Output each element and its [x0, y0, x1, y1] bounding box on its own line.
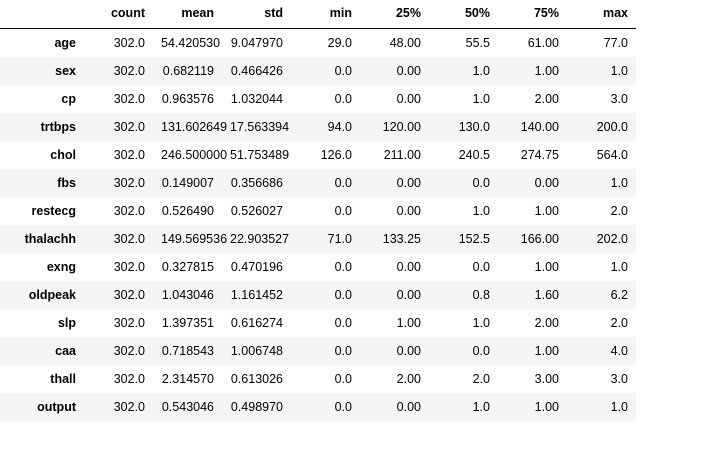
- cell-75pct: 1.00: [498, 197, 567, 225]
- cell-std: 0.616274: [222, 309, 291, 337]
- cell-max: 1.0: [567, 393, 636, 421]
- cell-max: 2.0: [567, 309, 636, 337]
- row-label: cp: [0, 85, 84, 113]
- table-row: [0, 113, 636, 141]
- cell-25pct: 0.00: [360, 57, 429, 85]
- cell-25pct: 0.00: [360, 253, 429, 281]
- table-row: [0, 393, 636, 421]
- cell-25pct: 0.00: [360, 393, 429, 421]
- cell-mean: 0.327815: [153, 253, 222, 281]
- cell-count: 302.0: [84, 225, 153, 253]
- cell-max: 4.0: [567, 337, 636, 365]
- cell-mean: 0.963576: [153, 85, 222, 113]
- row-label: slp: [0, 309, 84, 337]
- cell-25pct: 2.00: [360, 365, 429, 393]
- row-label: output: [0, 393, 84, 421]
- cell-count: 302.0: [84, 393, 153, 421]
- row-label: trtbps: [0, 113, 84, 141]
- cell-25pct: 0.00: [360, 197, 429, 225]
- cell-max: 1.0: [567, 57, 636, 85]
- cell-min: 71.0: [291, 225, 360, 253]
- cell-mean: 0.543046: [153, 393, 222, 421]
- row-label: sex: [0, 57, 84, 85]
- cell-mean: 1.043046: [153, 281, 222, 309]
- table-row: [0, 197, 636, 225]
- row-label: thalachh: [0, 225, 84, 253]
- column-header-50pct: 50%: [429, 0, 498, 29]
- cell-min: 0.0: [291, 85, 360, 113]
- cell-50pct: 1.0: [429, 393, 498, 421]
- cell-max: 1.0: [567, 253, 636, 281]
- cell-mean: 246.500000: [153, 141, 222, 169]
- cell-75pct: 2.00: [498, 309, 567, 337]
- cell-count: 302.0: [84, 197, 153, 225]
- cell-min: 0.0: [291, 365, 360, 393]
- row-label: exng: [0, 253, 84, 281]
- cell-50pct: 0.0: [429, 169, 498, 197]
- cell-min: 0.0: [291, 253, 360, 281]
- cell-mean: 0.718543: [153, 337, 222, 365]
- cell-50pct: 2.0: [429, 365, 498, 393]
- cell-min: 0.0: [291, 337, 360, 365]
- cell-std: 22.903527: [222, 225, 291, 253]
- cell-max: 202.0: [567, 225, 636, 253]
- column-header-max: max: [567, 0, 636, 29]
- table-row: [0, 29, 636, 58]
- cell-min: 126.0: [291, 141, 360, 169]
- table-row: [0, 309, 636, 337]
- cell-std: 0.526027: [222, 197, 291, 225]
- cell-50pct: 152.5: [429, 225, 498, 253]
- cell-min: 0.0: [291, 309, 360, 337]
- cell-50pct: 130.0: [429, 113, 498, 141]
- cell-max: 1.0: [567, 169, 636, 197]
- cell-75pct: 3.00: [498, 365, 567, 393]
- cell-75pct: 1.00: [498, 337, 567, 365]
- cell-std: 0.613026: [222, 365, 291, 393]
- cell-mean: 149.569536: [153, 225, 222, 253]
- header-row: [0, 0, 636, 29]
- cell-count: 302.0: [84, 253, 153, 281]
- cell-50pct: 240.5: [429, 141, 498, 169]
- cell-mean: 0.149007: [153, 169, 222, 197]
- cell-75pct: 1.00: [498, 57, 567, 85]
- cell-max: 200.0: [567, 113, 636, 141]
- cell-min: 0.0: [291, 393, 360, 421]
- cell-25pct: 133.25: [360, 225, 429, 253]
- cell-count: 302.0: [84, 309, 153, 337]
- cell-min: 94.0: [291, 113, 360, 141]
- row-label: oldpeak: [0, 281, 84, 309]
- column-header-mean: mean: [153, 0, 222, 29]
- cell-std: 0.470196: [222, 253, 291, 281]
- table-header: [0, 0, 636, 29]
- table-body: [0, 29, 636, 422]
- cell-25pct: 211.00: [360, 141, 429, 169]
- table-row: [0, 253, 636, 281]
- column-header-min: min: [291, 0, 360, 29]
- cell-50pct: 55.5: [429, 29, 498, 58]
- cell-max: 2.0: [567, 197, 636, 225]
- cell-count: 302.0: [84, 113, 153, 141]
- cell-max: 77.0: [567, 29, 636, 58]
- cell-50pct: 1.0: [429, 309, 498, 337]
- table-row: [0, 169, 636, 197]
- cell-min: 0.0: [291, 57, 360, 85]
- column-header-count: count: [84, 0, 153, 29]
- cell-mean: 1.397351: [153, 309, 222, 337]
- index-column-header: [0, 0, 84, 29]
- cell-min: 0.0: [291, 169, 360, 197]
- cell-50pct: 0.8: [429, 281, 498, 309]
- row-label: restecg: [0, 197, 84, 225]
- table-row: [0, 225, 636, 253]
- cell-50pct: 1.0: [429, 57, 498, 85]
- cell-25pct: 0.00: [360, 169, 429, 197]
- cell-75pct: 166.00: [498, 225, 567, 253]
- cell-mean: 2.314570: [153, 365, 222, 393]
- table-row: [0, 281, 636, 309]
- table-row: [0, 57, 636, 85]
- cell-75pct: 274.75: [498, 141, 567, 169]
- cell-std: 17.563394: [222, 113, 291, 141]
- cell-max: 6.2: [567, 281, 636, 309]
- cell-75pct: 61.00: [498, 29, 567, 58]
- cell-75pct: 1.00: [498, 393, 567, 421]
- cell-std: 1.161452: [222, 281, 291, 309]
- cell-75pct: 140.00: [498, 113, 567, 141]
- cell-25pct: 0.00: [360, 85, 429, 113]
- cell-min: 29.0: [291, 29, 360, 58]
- cell-50pct: 1.0: [429, 197, 498, 225]
- cell-max: 564.0: [567, 141, 636, 169]
- table-row: [0, 337, 636, 365]
- cell-count: 302.0: [84, 337, 153, 365]
- cell-25pct: 1.00: [360, 309, 429, 337]
- cell-25pct: 0.00: [360, 337, 429, 365]
- cell-count: 302.0: [84, 141, 153, 169]
- cell-mean: 54.420530: [153, 29, 222, 58]
- cell-count: 302.0: [84, 281, 153, 309]
- row-label: caa: [0, 337, 84, 365]
- cell-std: 0.498970: [222, 393, 291, 421]
- cell-mean: 0.682119: [153, 57, 222, 85]
- cell-std: 51.753489: [222, 141, 291, 169]
- cell-std: 1.032044: [222, 85, 291, 113]
- cell-25pct: 120.00: [360, 113, 429, 141]
- cell-mean: 131.602649: [153, 113, 222, 141]
- table-row: [0, 141, 636, 169]
- cell-std: 0.466426: [222, 57, 291, 85]
- cell-min: 0.0: [291, 281, 360, 309]
- cell-max: 3.0: [567, 85, 636, 113]
- cell-max: 3.0: [567, 365, 636, 393]
- cell-count: 302.0: [84, 29, 153, 58]
- cell-75pct: 0.00: [498, 169, 567, 197]
- cell-25pct: 48.00: [360, 29, 429, 58]
- cell-count: 302.0: [84, 85, 153, 113]
- column-header-std: std: [222, 0, 291, 29]
- cell-mean: 0.526490: [153, 197, 222, 225]
- cell-75pct: 1.60: [498, 281, 567, 309]
- cell-min: 0.0: [291, 197, 360, 225]
- row-label: chol: [0, 141, 84, 169]
- cell-50pct: 0.0: [429, 253, 498, 281]
- table-row: [0, 85, 636, 113]
- cell-count: 302.0: [84, 169, 153, 197]
- row-label: thall: [0, 365, 84, 393]
- cell-std: 9.047970: [222, 29, 291, 58]
- row-label: fbs: [0, 169, 84, 197]
- cell-50pct: 1.0: [429, 85, 498, 113]
- cell-std: 1.006748: [222, 337, 291, 365]
- cell-50pct: 0.0: [429, 337, 498, 365]
- cell-count: 302.0: [84, 57, 153, 85]
- cell-std: 0.356686: [222, 169, 291, 197]
- row-label: age: [0, 29, 84, 58]
- column-header-25pct: 25%: [360, 0, 429, 29]
- table-row: [0, 365, 636, 393]
- cell-25pct: 0.00: [360, 281, 429, 309]
- column-header-75pct: 75%: [498, 0, 567, 29]
- cell-75pct: 2.00: [498, 85, 567, 113]
- cell-count: 302.0: [84, 365, 153, 393]
- cell-75pct: 1.00: [498, 253, 567, 281]
